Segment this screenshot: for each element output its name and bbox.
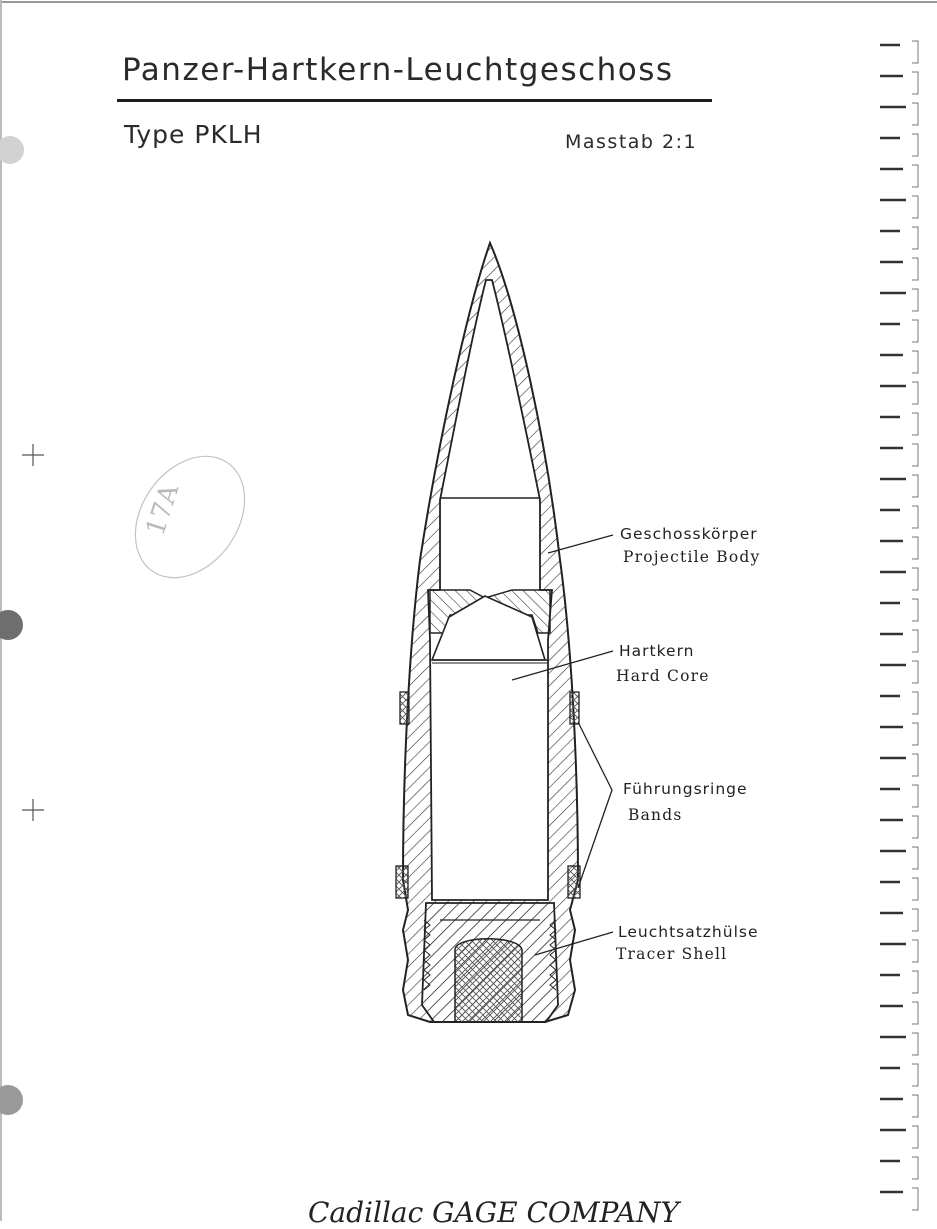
label-bands-en: Bands [628, 806, 683, 824]
label-projectile-body-en: Projectile Body [623, 548, 761, 566]
scale-note: Masstab 2:1 [565, 131, 698, 153]
label-tracer-shell-de: Leuchtsatzhülse [618, 923, 759, 941]
label-bands-de: Führungsringe [623, 780, 748, 798]
drawing-title: Panzer-Hartkern-Leuchtgeschoss [122, 52, 674, 88]
tracer-composition [455, 939, 522, 1022]
driving-band-upper-left [400, 692, 409, 724]
pencil-mark: 17A [140, 480, 186, 540]
leader-bands [578, 722, 612, 888]
label-tracer-shell-en: Tracer Shell [616, 945, 728, 963]
driving-band-lower-right [568, 866, 580, 898]
driving-band-lower-left [396, 866, 408, 898]
signature-footer: Cadillac GAGE COMPANY [308, 1196, 679, 1229]
label-hard-core-de: Hartkern [619, 642, 695, 660]
label-projectile-body-de: Geschosskörper [620, 525, 758, 543]
label-hard-core-en: Hard Core [616, 667, 710, 685]
driving-band-upper-right [570, 692, 579, 724]
type-designation: Type PKLH [124, 120, 263, 149]
